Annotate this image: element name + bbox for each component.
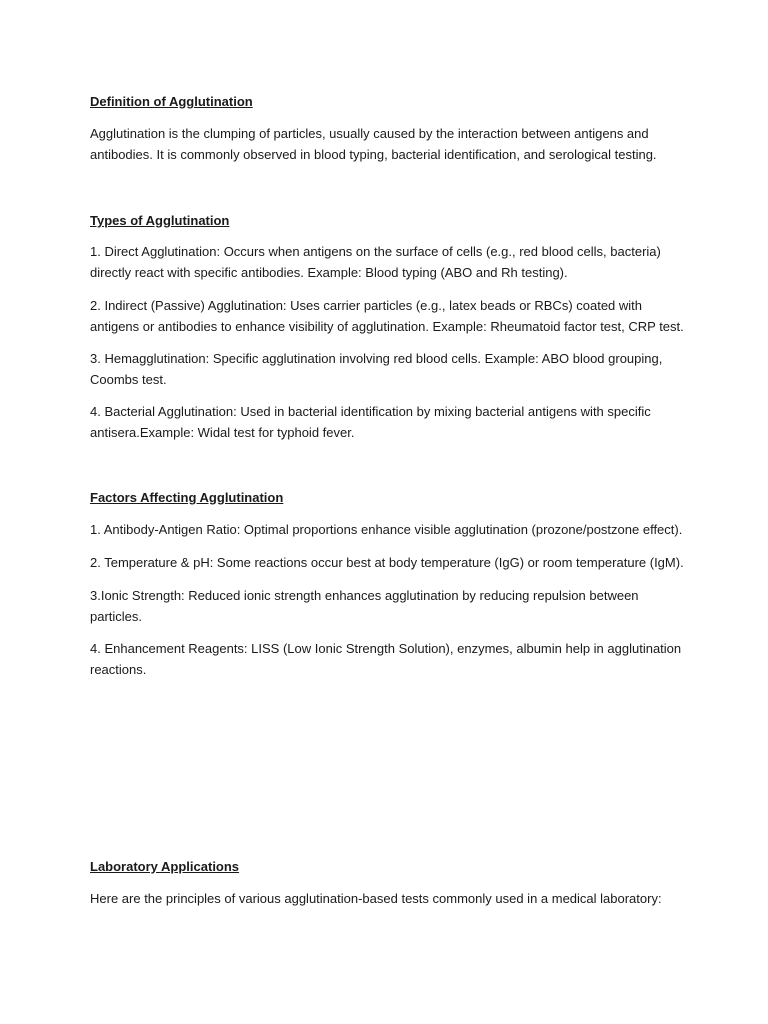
paragraph-direct-agglutination: 1. Direct Agglutination: Occurs when antigens on the surface of cells (e.g., red blood cells, bacteria) directly react with specific antibodies. Example: Blood typing (ABO and Rh testing). <box>90 244 661 280</box>
paragraph-indirect-agglutination: 2. Indirect (Passive) Agglutination: Uses carrier particles (e.g., latex beads or RBCs) coated with antigens or antibodies to enhance visibility of agglutination. Example: Rheumatoid factor test, CRP test. <box>90 298 684 334</box>
paragraph-ionic-strength: 3.Ionic Strength: Reduced ionic strength enhances agglutination by reducing repulsion between particles. <box>90 588 639 624</box>
paragraph-temperature-ph: 2. Temperature & pH: Some reactions occur best at body temperature (IgG) or room temperature (IgM). <box>90 555 684 570</box>
paragraph-enhancement-reagents: 4. Enhancement Reagents: LISS (Low Ionic Strength Solution), enzymes, albumin help in agglutination reactions. <box>90 641 682 677</box>
heading-factors: Factors Affecting Agglutination <box>90 490 284 505</box>
heading-laboratory-applications: Laboratory Applications <box>90 859 240 874</box>
paragraph-definition: Agglutination is the clumping of particles, usually caused by the interaction between antigens and antibodies. It is commonly observed in blood typing, bacterial identification, and serological testing. <box>90 126 657 162</box>
paragraph-laboratory-intro: Here are the principles of various agglutination-based tests commonly used in a medical laboratory: <box>90 891 662 906</box>
heading-types: Types of Agglutination <box>90 213 230 228</box>
paragraph-hemagglutination: 3. Hemagglutination: Specific agglutination involving red blood cells. Example: ABO blood grouping, Coombs test. <box>90 351 663 387</box>
heading-definition: Definition of Agglutination <box>90 94 253 109</box>
paragraph-bacterial-agglutination: 4. Bacterial Agglutination: Used in bacterial identification by mixing bacterial antigens with specific antisera.Example: Widal test for typhoid fever. <box>90 404 651 440</box>
paragraph-antibody-antigen-ratio: 1. Antibody-Antigen Ratio: Optimal proportions enhance visible agglutination (prozone/postzone effect). <box>90 522 683 537</box>
